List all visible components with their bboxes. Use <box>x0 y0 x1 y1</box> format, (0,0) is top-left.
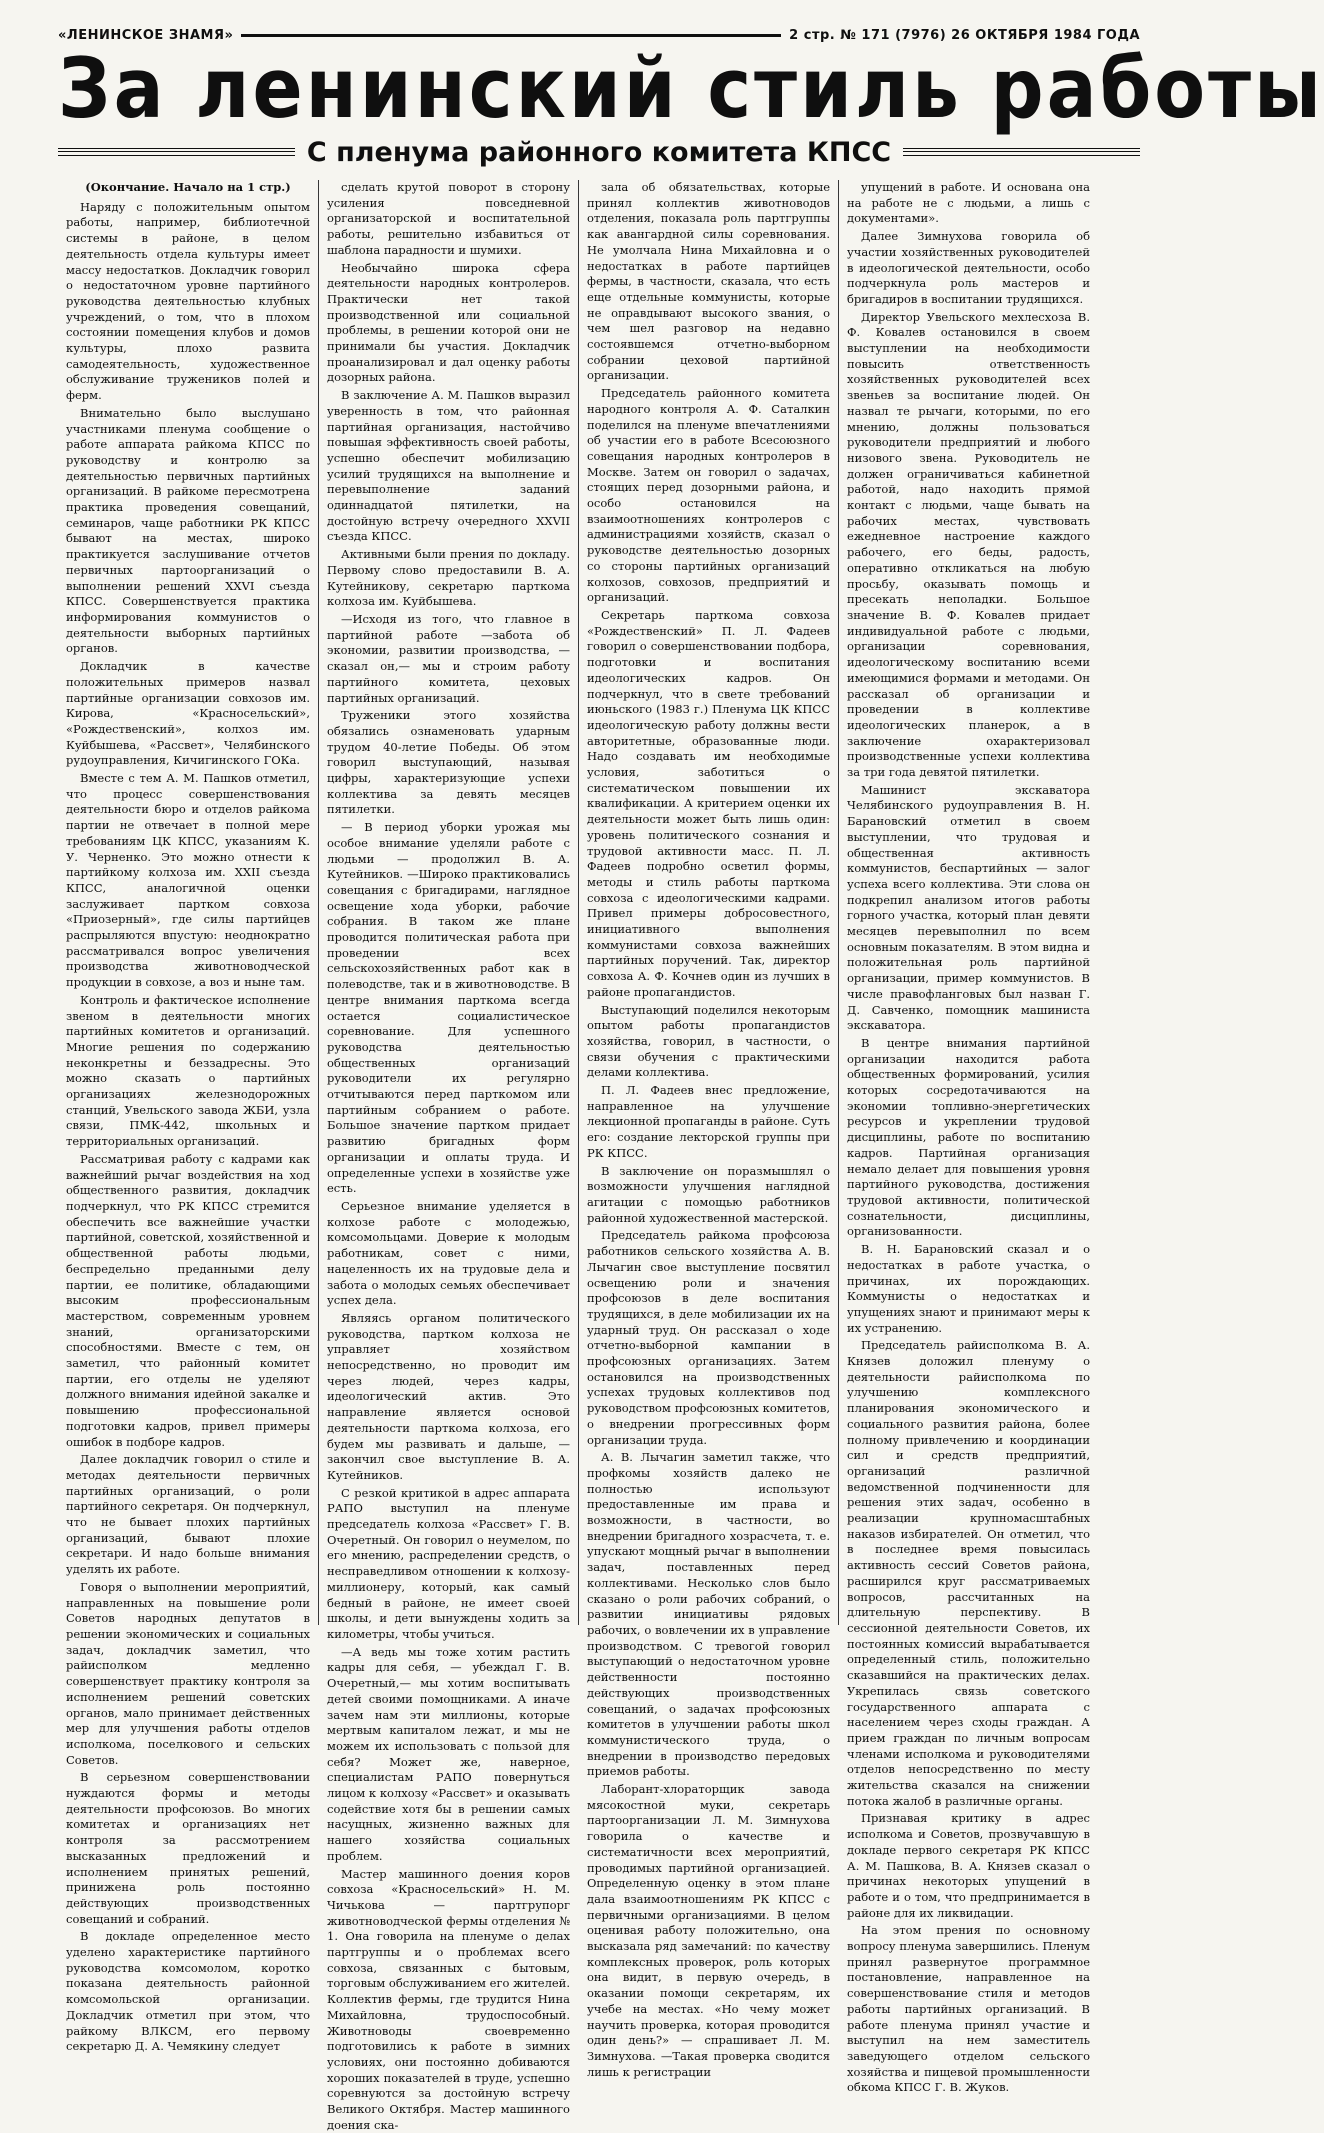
paragraph: С резкой критикой в адрес аппарата РАПО выступил на пленуме председатель колхоза «Рассвет» Г. В. Очеретный. Он говорил о неумелом, по его мнению, распределении средств, о несправедливом отношении к колхозу-миллионеру, который, как самый бедный в районе, не имеет своей школы, и дети вынуждены ходить за километры, чтобы учиться. <box>327 1485 570 1641</box>
paragraph: — В период уборки урожая мы особое внимание уделяли работе с людьми — продолжил В. А. Кутейников. —Широко практиковались совещания с бригадирами, наглядное освещение хода уборки, рабочие собрания. В таком же плане проводится политическая работа при проведении всех сельскохозяйственных работ как в полеводстве, так и в животноводстве. В центре внимания парткома всегда остается социалистическое соревнование. Для успешного руководства деятельностью общественных организаций руководители их регулярно отчитываются перед парткомом или партийным собранием о работе. Большое значение партком придает развитию бригадных форм организации и оплаты труда. И определенные успехи в хозяйстве уже есть. <box>327 820 570 1196</box>
paragraph: —Исходя из того, что главное в партийной работе —забота об экономии, развитии производства, — сказал он,— мы и строим работу партийного комитета, цеховых партийных организаций. <box>327 611 570 705</box>
paragraph: Лаборант-хлораторщик завода мясокостной муки, секретарь партоорганизации Л. М. Зимнухова говорила о качестве и систематичности всех мероприятий, проводимых партийной организацией. Определенную оценку в этом плане дала взаимоотношениям РК КПСС с первичными организациями. В целом оценивая работу положительно, она высказала ряд замечаний: по качеству комплексных проверок, роль которых она видит, в первую очередь, в оказании помощи секретарям, их учебе на местах. «Но чему может научить проверка, которая проводится один день?» — спрашивает Л. М. Зимнухова. —Такая проверка сводится лишь к регистрации <box>587 1782 830 2079</box>
paragraph: Необычайно широка сфера деятельности народных контролеров. Практически нет такой производственной или социальной проблемы, в решении которой они не принимали бы участия. Докладчик проанализировал и дал оценку работы дозорных района. <box>327 260 570 385</box>
paragraph: зала об обязательствах, которые принял коллектив животноводов отделения, показала роль партгруппы как авангардной силы соревнования. Не умолчала Нина Михайловна и о недостатках в работе партийцев фермы, в частности, сказала, что есть еще отдельные коммунисты, которые не оправдывают высокого звания, о чем шел разговор на недавно состоявшемся отчетно-выборном собрании цеховой партийной организации. <box>587 180 830 383</box>
paragraph: Являясь органом политического руководства, партком колхоза не управляет хозяйством непосредственно, но проводит им через людей, через кадры, идеологический актив. Это направление является основой деятельности парткома колхоза, его будем мы развивать и дальше, — закончил свое выступление В. А. Кутейников. <box>327 1310 570 1482</box>
article-columns <box>58 180 1140 2132</box>
paragraph: Секретарь парткома совхоза «Рождественский» П. Л. Фадеев говорил о совершенствовании подбора, подготовки и воспитания идеологических кадров. Он подчеркнул, что в свете требований июньского (1983 г.) Пленума ЦК КПСС идеологическую работу должны вести авторитетные, образованные люди. Надо создавать им необходимые условия, заботиться о систематическом повышении их квалификации. А критерием оценки их деятельности может быть лишь один: уровень политического сознания и трудовой активности масс. П. Л. Фадеев подробно осветил формы, методы и стиль работы парткома совхоза с идеологическими кадрами. Привел примеры добросовестного, инициативного выполнения коммунистами совхоза важнейших партийных поручений. Так, директор совхоза А. Ф. Кочнев один из лучших в районе пропагандистов. <box>587 607 830 999</box>
paragraph: П. Л. Фадеев внес предложение, направленное на улучшение лекционной пропаганды в районе. Суть его: создание лекторской группы при РК КПСС. <box>587 1083 830 1160</box>
paragraph: Далее докладчик говорил о стиле и методах деятельности первичных партийных организаций, о роли партийного секретаря. Он подчеркнул, что не бывает плохих партийных организаций, бывают плохие секретари. И надо больше внимания уделять их работе. <box>66 1452 310 1577</box>
paragraph: В серьезном совершенствовании нуждаются формы и методы деятельности профсоюзов. Во многих комитетах и организациях нет контроля за рассмотрением высказанных предложений и исполнением принятых решений, принижена роль постоянно действующих производственных совещаний и собраний. <box>66 1770 310 1926</box>
newspaper-name: «ЛЕНИНСКОЕ ЗНАМЯ» <box>58 27 234 43</box>
paragraph: Серьезное внимание уделяется в колхозе работе с молодежью, комсомольцами. Доверие к молодым работникам, совет с ними, нацеленность их на трудовые дела и забота о молодых семьях обеспечивает успех дела. <box>327 1199 570 1308</box>
subhead-rule-right <box>903 148 1140 156</box>
paragraph: Активными были прения по докладу. Первому слово предоставили В. А. Кутейникову, секретарю парткома колхоза им. Куйбышева. <box>327 547 570 609</box>
paragraph: Вместе с тем А. М. Пашков отметил, что процесс совершенствования деятельности бюро и отделов райкома партии не отвечает в полной мере требованиям ЦК КПСС, указаниям К. У. Черненко. Это можно отнести к партийкому колхоза им. XXII съезда КПСС, аналогичной оценки заслуживает партком совхоза «Приозерный», где силы партийцев распрыляются впустую: неоднократно рассматривался вопрос увеличения производства животноводческой продукции в совхозе, а воз и ныне там. <box>66 771 310 990</box>
paragraph: В центре внимания партийной организации находится работа общественных формирований, усилия которых сосредотачиваются на экономии топливно-энергетических ресурсов и укреплении трудовой дисциплины, работе по воспитанию кадров. Партийная организация немало делает для повышения уровня партийного руководства, достижения трудовой активности, политической сознательности, дисциплины, организованности. <box>847 1035 1090 1239</box>
paragraph: Внимательно было выслушано участниками пленума сообщение о работе аппарата райкома КПСС по руководству и контролю за деятельностью первичных партийных организаций. В райкоме пересмотрена практика проведения совещаний, семинаров, чаще работники РК КПСС бывают на местах, широко практикуется заслушивание отчетов первичных партоорганизаций о выполнении решений XXVI съезда КПСС. Совершенствуется практика информирования коммунистов о деятельности выборных партийных органов. <box>66 405 310 656</box>
masthead-rule <box>241 34 781 37</box>
paragraph: Директор Увельского мехлесхоза В. Ф. Ковалев остановился в своем выступлении на необходимости повысить ответственность хозяйственных руководителей всех звеньев за воспитание людей. Он назвал те рычаги, которыми, по его мнению, должны пользоваться руководители предприятий и любого низового звена. Руководитель не должен ограничиваться кабинетной работой, надо находить прямой контакт с людьми, чаще бывать на рабочих местах, чувствовать ежедневное настроение каждого рабочего, его беды, радость, оперативно откликаться на любую просьбу, оказывать помощь и пресекать неполадки. Большое значение В. Ф. Ковалев придает индивидуальной работе с людьми, организации соревнования, идеологическому воспитанию всеми имеющимися формами и методами. Он рассказал об организации и проведении в коллективе идеологических планерок, а в заключение охарактеризовал производственные успехи коллектива за три года девятой пятилетки. <box>847 309 1090 780</box>
paragraph: Рассматривая работу с кадрами как важнейший рычаг воздействия на ход общественного развития, докладчик подчеркнул, что РК КПСС стремится обеспечить все важнейшие участки партийной, советской, хозяйственной и общественной работы людьми, беспредельно преданными делу партии, ее политике, обладающими высоким профессиональным мастерством, современным уровнем знаний, организаторскими способностями. Вместе с тем, он заметил, что районный комитет партии, его отделы не уделяют должного внимания идейной закалке и повышению профессиональной подготовки кадров, привел примеры ошибок в подборе кадров. <box>66 1151 310 1449</box>
paragraph: сделать крутой поворот в сторону усиления повседневной организаторской и воспитательной работы, решительно избавиться от шаблона парадности и шумихи. <box>327 180 570 257</box>
paragraph: Контроль и фактическое исполнение звеном в деятельности многих партийных комитетов и организаций. Многие решения по содержанию неконкретны и беззадресны. Это можно сказать о партийных организациях железнодорожных станций, Увельского завода ЖБИ, узла связи, ПМК-442, школьных и территориальных организаций. <box>66 992 310 1149</box>
column-2 <box>318 180 578 2132</box>
subhead-row <box>58 134 1140 170</box>
paragraph: Председатель райкома профсоюза работников сельского хозяйства А. В. Лычагин свое выступление посвятил освещению роли и значения профсоюзов в деле воспитания трудящихся, в деле мобилизации их на ударный труд. Он рассказал о ходе отчетно-выборной кампании в профсоюзных организациях. Затем остановился на производственных успехах трудовых коллективов под руководством профсоюзных комитетов, о внедрении прогрессивных форм организации труда. <box>587 1228 830 1447</box>
paragraph: В заключение А. М. Пашков выразил уверенность в том, что районная партийная организация, настойчиво повышая эффективность своей работы, успешно обеспечит мобилизацию усилий трудящихся на выполнение и перевыполнение заданий одиннадцатой пятилетки, на достойную встречу очередного XXVII съезда КПСС. <box>327 388 570 544</box>
column-3 <box>578 180 838 2079</box>
paragraph: Труженики этого хозяйства обязались ознаменовать ударным трудом 40-летие Победы. Об этом говорил выступающий, называя цифры, характеризующие успехи коллектива за девять месяцев пятилетки. <box>327 708 570 817</box>
paragraph: Признавая критику в адрес исполкома и Советов, прозвучавшую в докладе первого секретаря РК КПСС А. М. Пашкова, В. А. Князев сказал о причинах некоторых упущений в работе и о том, что предпринимается в районе для их ликвидации. <box>847 1811 1090 1920</box>
article-headline: За ленинский стиль работы <box>58 40 1324 138</box>
paragraph: В заключение он поразмышлял о возможности улучшения наглядной агитации с помощью работников районной художественной мастерской. <box>587 1163 830 1225</box>
paragraph: В. Н. Барановский сказал и о недостатках в работе участка, о причинах, их порождающих. Коммунисты о недостатках и упущениях знают и принимают меры к их устранению. <box>847 1242 1090 1335</box>
paragraph: Мастер машинного доения коров совхоза «Красносельский» Н. М. Чичькова — партгрупорг животноводческой фермы отделения № 1. Она говорила на пленуме о делах партгруппы и о проблемах всего совхоза, связанных с бытовым, торговым обслуживанием его жителей. Коллектив фермы, где трудится Нина Михайловна, трудоспособный. Животноводы своевременно подготовились к работе в зимних условиях, они постоянно добиваются хороших показателей в труде, успешно соревнуются за достойную встречу Великого Октября. Мастер машинного доения ска- <box>327 1866 570 2132</box>
paragraph: Председатель райисполкома В. А. Князев доложил пленуму о деятельности райисполкома по улучшению комплексного планирования экономического и социального развития района, более полному привлечению и координации сил и средств предприятий, организаций различной ведомственной подчиненности для решения этих задач, особенно в реализации крупномасштабных наказов избирателей. Он отметил, что в последнее время повысилась активность сессий Советов района, расширился круг рассматриваемых вопросов, рассчитанных на длительную перспективу. В сессионной деятельности Советов, их постоянных комиссий вырабатывается определенный стиль, положительно сказавшийся на практических делах. Укрепилась связь советского государственного аппарата с населением через сходы граждан. А прием граждан по личным вопросам членами исполкома и руководителями отделов непосредственно по месту жительства сказался на снижении потока жалоб в различные органы. <box>847 1338 1090 1808</box>
paragraph: упущений в работе. И основана она на работе не с людьми, а лишь с документами». <box>847 180 1090 226</box>
paragraph: Выступающий поделился некоторым опытом работы пропагандистов хозяйства, говорил, в частности, о связи обучения с практическими делами коллектива. <box>587 1002 830 1080</box>
paragraph: Говоря о выполнении мероприятий, направленных на повышение роли Советов народных депутатов в решении экономических и социальных задач, докладчик заметил, что райисполком медленно совершенствует практику контроля за исполнением решений советских органов, мало принимает действенных мер для улучшения работы отделов исполкома, поселкового и сельских Советов. <box>66 1579 310 1767</box>
issue-info: 2 стр. № 171 (7976) 26 ОКТЯБРЯ 1984 ГОДА <box>789 27 1140 43</box>
article-subhead: С пленума районного комитета КПСС <box>306 136 892 168</box>
paragraph: Машинист экскаватора Челябинского рудоуправления В. Н. Барановский отметил в своем выступлении, что трудовая и общественная активность коммунистов, беспартийных — залог успеха всего коллектива. Эти слова он подкрепил анализом итогов работы горного участка, который план девяти месяцев перевыполнил по всем основным показателям. В этом видна и положительная роль партийной организации, пример коммунистов. В числе правофланговых был назван Г. Д. Савченко, помощник машиниста экскаватора. <box>847 782 1090 1033</box>
column-4 <box>838 180 1098 2095</box>
paragraph: На этом прения по основному вопросу пленума завершились. Пленум принял развернутое программное постановление, направленное на совершенствование стиля и методов работы партийных организаций. В работе пленума принял участие и выступил на нем заместитель заведующего отделом сельского хозяйства и пищевой промышленности обкома КПСС Г. В. Жуков. <box>847 1923 1090 2095</box>
paragraph: Председатель районного комитета народного контроля А. Ф. Саталкин поделился на пленуме впечатлениями об участии его в работе Всесоюзного совещания народных контролеров в Москве. Затем он говорил о задачах, стоящих перед дозорными района, и особо остановился на взаимоотношениях контролеров с администрациями хозяйств, сказал о руководстве деятельностью дозорных со стороны партийных организаций колхозов, совхозов, предприятий и организаций. <box>587 386 830 605</box>
subhead-rule-left <box>58 148 295 156</box>
paragraph: Наряду с положительным опытом работы, например, библиотечной системы в районе, в целом деятельность отдела культуры имеет массу недостатков. Докладчик говорил о недостаточном уровне партийного руководства деятельностью клубных учреждений, о том, что в плохом состоянии помещения клубов и домов культуры, плохо развита самодеятельность, художественное обслуживание тружеников полей и ферм. <box>66 199 310 403</box>
paragraph: Докладчик в качестве положительных примеров назвал партийные организации совхозов им. Кирова, «Красносельский», «Рождественский», колхоз им. Куйбышева, «Рассвет», Челябинского рудоуправления, Кичигинского ГОКа. <box>66 659 310 768</box>
paragraph: А. В. Лычагин заметил также, что профкомы хозяйств далеко не полностью используют предоставленные им права и возможности, в частности, во внедрении бригадного хозрасчета, т. е. упускают мощный рычаг в выполнении задач, поставленных перед коллективами. Несколько слов было сказано о роли рабочих собраний, о развитии инициативы рядовых рабочих, о вовлечении их в управление производством. С тревогой говорил выступающий о недостаточном уровне действенности постоянно действующих производственных совещаний, о задачах профсоюзных комитетов в улучшении работы школ коммунистического труда, о внедрении в производство передовых приемов работы. <box>587 1450 830 1779</box>
continuation-note: (Окончание. Начало на 1 стр.) <box>85 180 291 194</box>
paragraph: Далее Зимнухова говорила об участии хозяйственных руководителей в идеологической деятельности, особо подчеркнула роль мастеров и бригадиров в воспитании трудящихся. <box>847 229 1090 306</box>
paragraph: В докладе определенное место уделено характеристике партийного руководства комсомолом, коротко показана деятельность районной комсомольской организации. Докладчик отметил при этом, что райкому ВЛКСМ, его первому секретарю Д. А. Чемякину следует <box>66 1929 310 2054</box>
paragraph: —А ведь мы тоже хотим растить кадры для себя, — убеждал Г. В. Очеретный,— мы хотим воспитывать детей своими помощниками. А иначе зачем нам эти миллионы, которые мертвым капиталом лежат, и мы не можем их использовать с пользой для себя? Может же, наверное, специалистам РАПО повернуться лицом к колхозу «Рассвет» и оказывать содействие хотя бы в решении самых насущных, жизненно важных для нашего хозяйства социальных проблем. <box>327 1644 570 1863</box>
column-1 <box>58 180 318 2054</box>
